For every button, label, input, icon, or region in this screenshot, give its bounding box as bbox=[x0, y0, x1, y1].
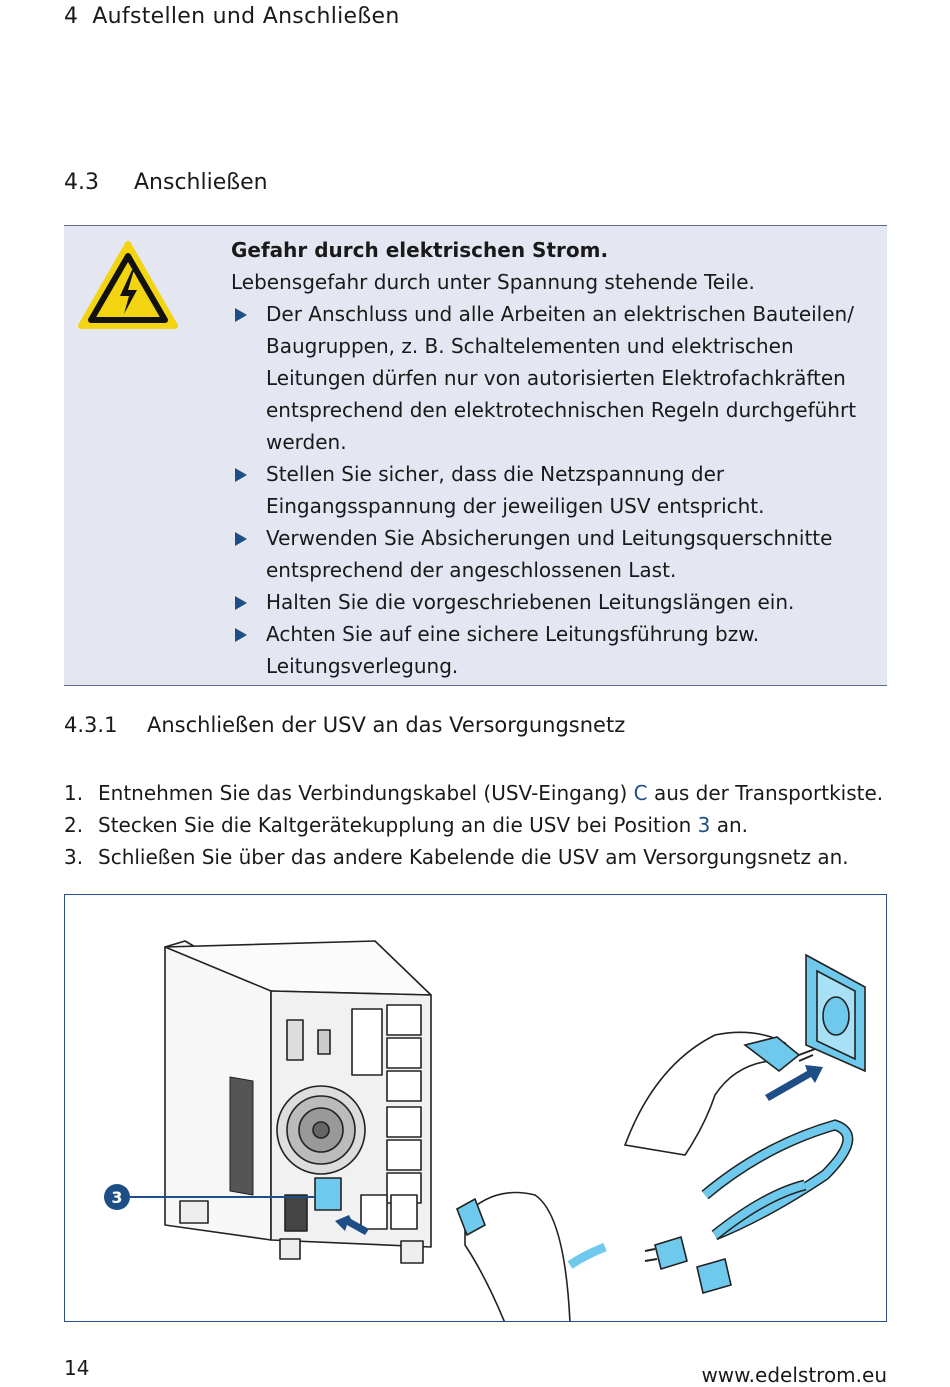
page-number: 14 bbox=[64, 1356, 90, 1380]
step-text: Schließen Sie über das andere Kabelende die USV am Versorgungsnetz an. bbox=[98, 845, 849, 869]
hand-with-plug bbox=[625, 1032, 815, 1155]
subsection-number: 4.3.1 bbox=[64, 713, 118, 737]
footer-url: www.edelstrom.eu bbox=[701, 1363, 887, 1387]
dip-switch bbox=[318, 1030, 330, 1054]
bullet-triangle-icon bbox=[235, 532, 247, 546]
step-number: 1. bbox=[64, 781, 84, 805]
ups-connection-drawing bbox=[65, 895, 887, 1322]
step-text: Entnehmen Sie das Verbindungskabel (USV-Eingang) bbox=[98, 781, 634, 805]
bullet-line: Eingangsspannung der jeweiligen USV entspricht. bbox=[266, 494, 765, 518]
chapter-number: 4 bbox=[64, 4, 79, 29]
section-title: Anschließen bbox=[134, 170, 268, 195]
warning-title: Gefahr durch elektrischen Strom. bbox=[231, 238, 609, 262]
warning-box bbox=[64, 225, 887, 686]
warning-bullet bbox=[231, 618, 881, 682]
bullet-line: Verwenden Sie Absicherungen und Leitungsquerschnitte bbox=[266, 526, 833, 550]
serial-port bbox=[287, 1020, 303, 1060]
list-item bbox=[64, 809, 894, 841]
step-reference: C bbox=[633, 781, 648, 805]
hand-with-connector bbox=[457, 1193, 605, 1323]
wall-arrow-icon bbox=[765, 1065, 823, 1101]
ups-side-panel bbox=[165, 941, 271, 1240]
step-text: Stecken Sie die Kaltgerätekupplung an die USV bei Position bbox=[98, 813, 698, 837]
list-item bbox=[64, 841, 894, 873]
bullet-triangle-icon bbox=[235, 308, 247, 322]
page-header bbox=[64, 4, 400, 29]
bullet-line: Baugruppen, z. B. Schaltelementen und elektrischen bbox=[266, 334, 794, 358]
section-number: 4.3 bbox=[64, 170, 99, 195]
callout-label: 3 bbox=[111, 1188, 123, 1207]
steps-list bbox=[64, 777, 894, 873]
subsection-heading bbox=[64, 713, 625, 737]
step-number: 2. bbox=[64, 813, 84, 837]
bullet-line: Halten Sie die vorgeschriebenen Leitungslängen ein. bbox=[266, 590, 795, 614]
bullet-line: entsprechend der angeschlossenen Last. bbox=[266, 558, 677, 582]
step-reference: 3 bbox=[697, 813, 711, 837]
wall-outlet bbox=[806, 955, 865, 1071]
bullet-line: Leitungsverlegung. bbox=[266, 654, 459, 678]
bullet-line: werden. bbox=[266, 430, 347, 454]
step-text: aus der Transportkiste. bbox=[647, 781, 884, 805]
bullet-triangle-icon bbox=[235, 628, 247, 642]
connection-illustration bbox=[64, 894, 887, 1322]
side-vent bbox=[230, 1077, 253, 1195]
list-item bbox=[64, 777, 894, 809]
warning-text bbox=[231, 234, 881, 682]
terminal-block bbox=[285, 1195, 307, 1231]
section-heading bbox=[64, 170, 268, 195]
bullet-triangle-icon bbox=[235, 596, 247, 610]
warning-bullet bbox=[231, 458, 881, 522]
warning-subtitle: Lebensgefahr durch unter Spannung stehende Teile. bbox=[231, 270, 755, 294]
step-text: an. bbox=[710, 813, 749, 837]
bullet-line: entsprechend den elektrotechnischen Regeln durchgeführt bbox=[266, 398, 857, 422]
step-number: 3. bbox=[64, 845, 84, 869]
warning-bullet bbox=[231, 298, 881, 458]
bullet-line: Stellen Sie sicher, dass die Netzspannung der bbox=[266, 462, 725, 486]
bullet-line: Leitungen dürfen nur von autorisierten Elektrofachkräften bbox=[266, 366, 846, 390]
bullet-line: Achten Sie auf eine sichere Leitungsführung bzw. bbox=[266, 622, 760, 646]
cable-plugs bbox=[645, 1237, 731, 1293]
bullet-line: Der Anschluss und alle Arbeiten an elektrischen Bauteilen/ bbox=[266, 302, 854, 326]
warning-bullet bbox=[231, 586, 881, 618]
bullet-triangle-icon bbox=[235, 468, 247, 482]
chapter-title: Aufstellen und Anschließen bbox=[92, 4, 400, 29]
input-socket bbox=[315, 1178, 341, 1210]
power-cable bbox=[705, 1125, 848, 1235]
electric-hazard-icon bbox=[78, 240, 178, 330]
subsection-title: Anschließen der USV an das Versorgungsnetz bbox=[147, 713, 626, 737]
warning-bullet bbox=[231, 522, 881, 586]
